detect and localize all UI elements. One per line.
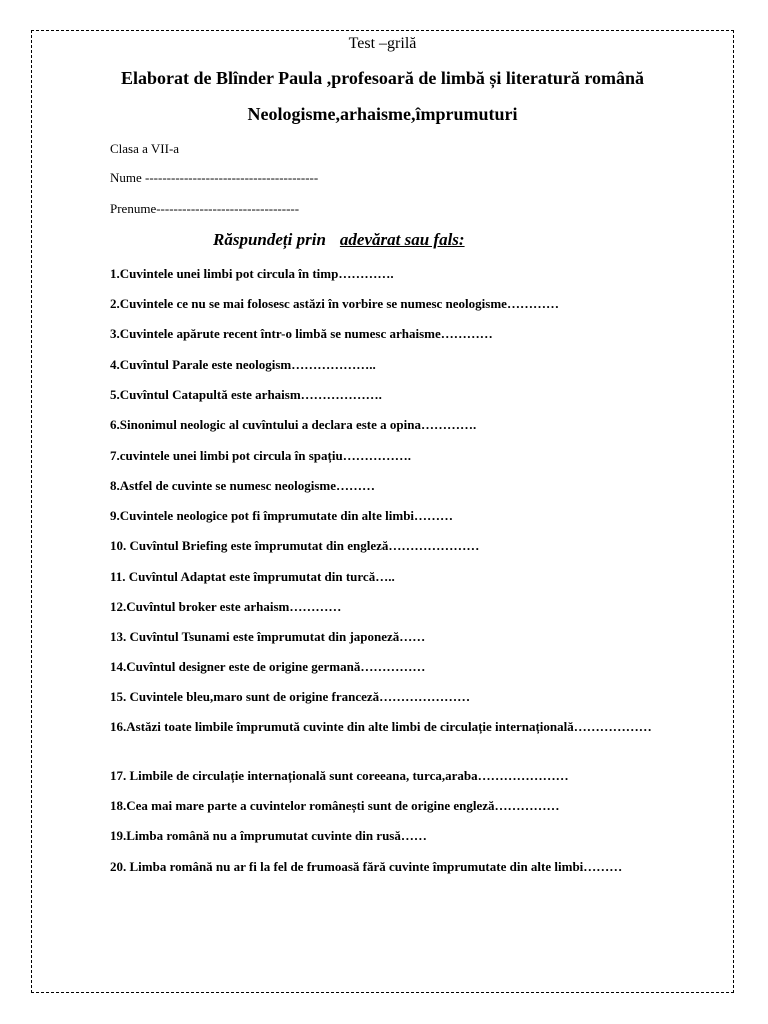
question-item: 5.Cuvîntul Catapultă este arhaism………………. xyxy=(110,387,382,402)
author-line: Elaborat de Blînder Paula ,profesoară de limbă și literatură română xyxy=(121,68,644,88)
question-item: 14.Cuvîntul designer este de origine germană…………… xyxy=(110,659,426,674)
test-label: Test –grilă xyxy=(348,35,417,52)
question-item: 12.Cuvîntul broker este arhaism………… xyxy=(110,599,342,614)
question-item: 19.Limba română nu a împrumutat cuvinte din rusă…… xyxy=(110,828,427,843)
question-item: 15. Cuvintele bleu,maro sunt de origine franceză………………… xyxy=(110,689,471,704)
question-item: 8.Astfel de cuvinte se numesc neologisme……… xyxy=(110,478,376,493)
name-field: Nume ---------------------------------------- xyxy=(110,170,319,185)
question-item: 16.Astăzi toate limbile împrumută cuvinte din alte limbi de circulație internațională……………… xyxy=(110,719,652,734)
question-item: 9.Cuvintele neologice pot fi împrumutate din alte limbi……… xyxy=(110,508,454,523)
question-item: 4.Cuvîntul Parale este neologism……………….. xyxy=(110,357,376,372)
question-item: 20. Limba română nu ar fi la fel de frumoasă fără cuvinte împrumutate din alte limbi……… xyxy=(110,859,623,874)
question-item: 7.cuvintele unei limbi pot circula în spațiu……………. xyxy=(110,448,411,463)
question-item: 6.Sinonimul neologic al cuvîntului a declara este a opina…………. xyxy=(110,417,477,432)
question-item: 2.Cuvintele ce nu se mai folosesc astăzi în vorbire se numesc neologisme………… xyxy=(110,296,559,311)
class-field: Clasa a VII-a xyxy=(110,141,180,156)
instructions xyxy=(213,230,465,250)
topic-title: Neologisme,arhaisme,împrumuturi xyxy=(247,104,518,124)
question-item: 17. Limbile de circulație internațională sunt coreeana, turca,araba………………… xyxy=(110,768,569,783)
question-item: 1.Cuvintele unei limbi pot circula în timp…………. xyxy=(110,266,394,281)
question-item: 3.Cuvintele apărute recent într-o limbă se numesc arhaisme………… xyxy=(110,326,493,341)
question-item: 11. Cuvîntul Adaptat este împrumutat din turcă….. xyxy=(110,569,395,584)
question-item: 13. Cuvîntul Tsunami este împrumutat din japoneză…… xyxy=(110,629,426,644)
instructions-emphasis: adevărat sau fals: xyxy=(339,230,465,249)
instructions-prefix: Răspundeți prin xyxy=(213,230,326,249)
question-item: 18.Cea mai mare parte a cuvintelor românești sunt de origine engleză…………… xyxy=(110,798,560,813)
first-name-field: Prenume--------------------------------- xyxy=(110,201,300,216)
question-item: 10. Cuvîntul Briefing este împrumutat din engleză………………… xyxy=(110,538,480,553)
